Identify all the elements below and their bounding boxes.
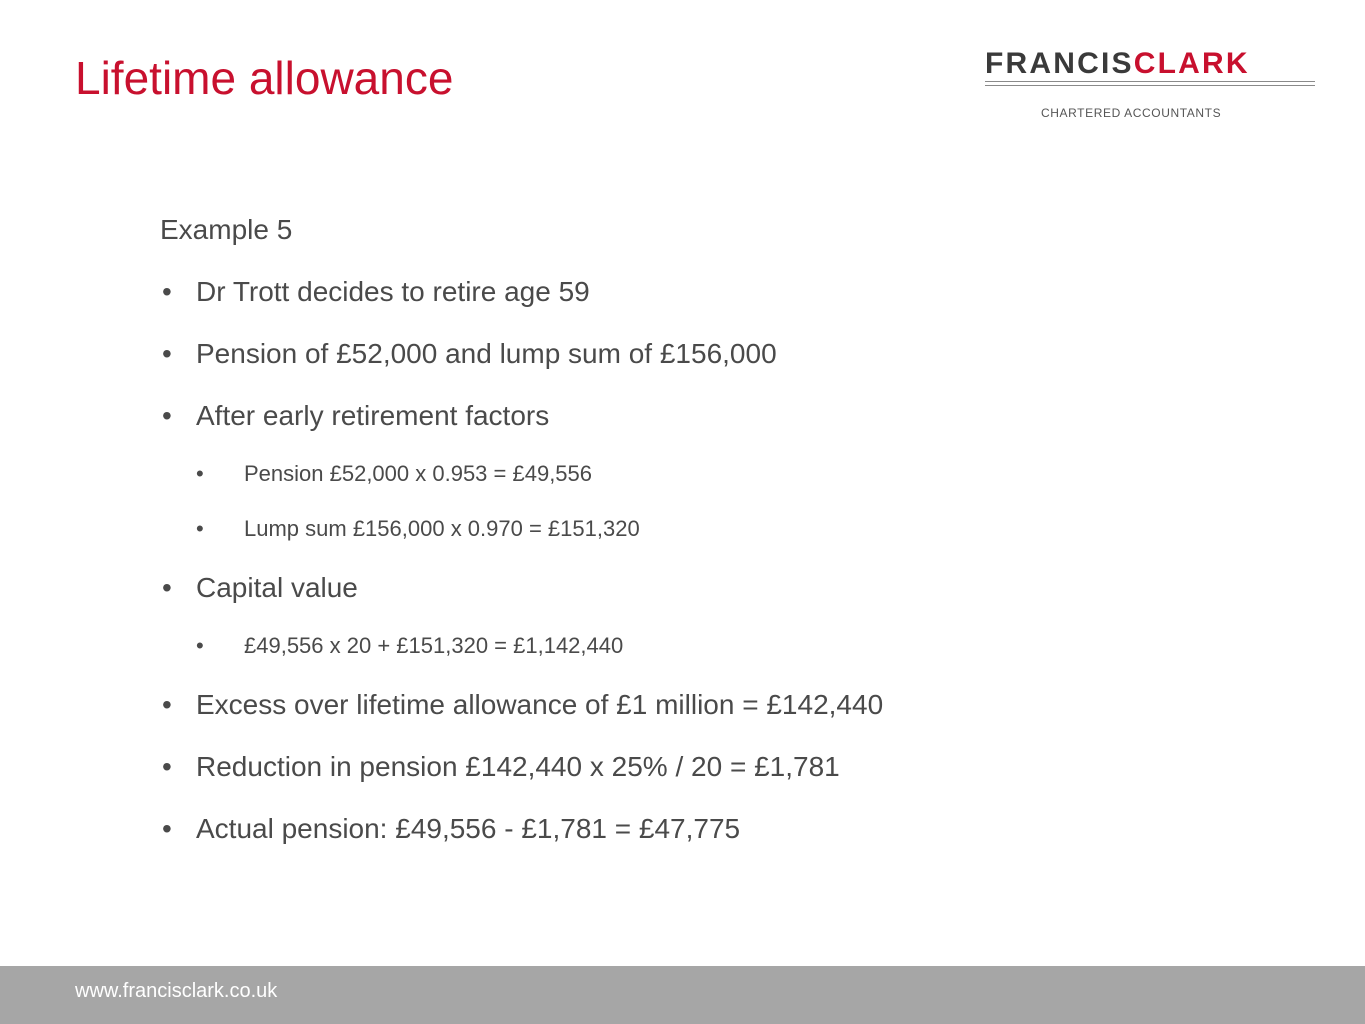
footer-bar — [0, 966, 1365, 1024]
bullet-dot: • — [162, 276, 172, 307]
bullet-item — [160, 272, 1260, 312]
bullet-dot: • — [162, 572, 172, 603]
bullet-text: Capital value — [196, 572, 358, 603]
slide-content — [160, 210, 1260, 871]
bullet-dot: • — [162, 689, 172, 720]
sub-bullet-item — [160, 513, 1260, 545]
bullet-dot: • — [162, 338, 172, 369]
bullet-dot: • — [162, 751, 172, 782]
bullet-text: Pension of £52,000 and lump sum of £156,000 — [196, 338, 777, 369]
bullet-text: Dr Trott decides to retire age 59 — [196, 276, 590, 307]
footer-website-link[interactable]: www.francisclark.co.uk — [75, 980, 278, 1002]
slide-title: Lifetime allowance — [75, 52, 454, 104]
sub-bullet-text: Lump sum £156,000 x 0.970 = £151,320 — [244, 516, 640, 541]
bullet-text: Actual pension: £49,556 - £1,781 = £47,775 — [196, 813, 741, 844]
bullet-dot: • — [196, 633, 204, 658]
bullet-text: After early retirement factors — [196, 400, 550, 431]
bullet-dot: • — [162, 400, 172, 431]
bullet-item — [160, 685, 1260, 725]
bullet-text: Excess over lifetime allowance of £1 million = £142,440 — [196, 689, 884, 720]
logo-word-francis: FRANCIS — [985, 47, 1134, 80]
logo-rule-bottom — [985, 85, 1315, 86]
francis-clark-logo — [985, 48, 1317, 123]
bullet-text: Reduction in pension £142,440 x 25% / 20 = £1,781 — [196, 751, 840, 782]
sub-bullet-item — [160, 458, 1260, 490]
bullet-item — [160, 568, 1260, 608]
bullet-item — [160, 747, 1260, 787]
sub-bullet-text: Pension £52,000 x 0.953 = £49,556 — [244, 461, 593, 486]
bullet-item — [160, 809, 1260, 849]
bullet-dot: • — [196, 516, 204, 541]
bullet-item — [160, 396, 1260, 436]
logo-wordmark — [985, 48, 1250, 80]
bullet-dot: • — [196, 461, 204, 486]
bullet-dot: • — [162, 813, 172, 844]
logo-tagline: CHARTERED ACCOUNTANTS — [1041, 106, 1222, 120]
sub-bullet-text: £49,556 x 20 + £151,320 = £1,142,440 — [244, 633, 624, 658]
logo-rule-top — [985, 81, 1315, 82]
logo-word-clark: CLARK — [1133, 47, 1250, 80]
example-heading: Example 5 — [160, 214, 293, 245]
sub-bullet-item — [160, 630, 1260, 662]
bullet-item — [160, 334, 1260, 374]
